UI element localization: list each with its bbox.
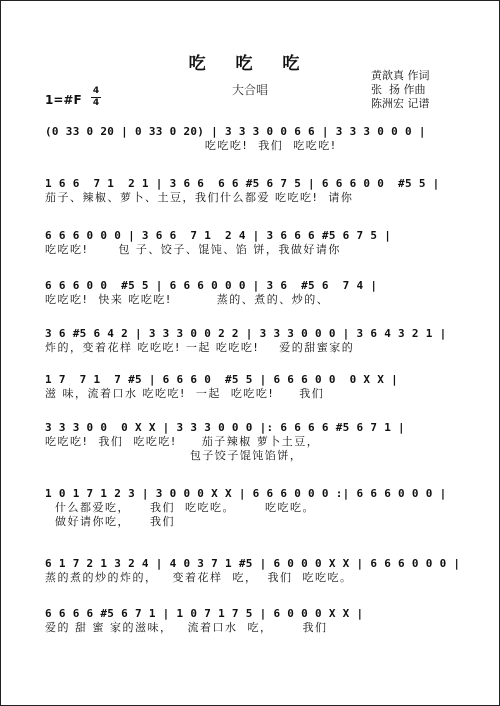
- notation-line: 3 3 3 0 0 0 X X | 3 3 3 0 0 0 |: 6 6 6 6 #5 6 7 1 |: [45, 421, 405, 434]
- lyric-line: 吃吃吃! 我们 吃吃吃!: [45, 139, 337, 152]
- score-system-9: [45, 557, 465, 585]
- credit-lyricist: 黄歆真 作词: [371, 69, 430, 82]
- score-system-3: [45, 229, 465, 257]
- score-system-10: [45, 607, 465, 635]
- lyric-line: 茄子、辣椒、萝卜、土豆，我们什么都爱 吃吃吃! 请你: [45, 191, 354, 204]
- lyric-line: 什么都爱吃， 我们 吃吃吃。 吃吃吃。: [45, 501, 315, 514]
- meter-bottom: 4: [92, 98, 100, 108]
- song-subtitle: 大合唱: [231, 83, 268, 97]
- lyric-line-verse-2: 做好请你吃， 我们: [45, 515, 175, 528]
- lyric-line: 炸的，变着花样 吃吃吃! 一起 吃吃吃! 爱的甜蜜家的: [45, 341, 355, 354]
- notation-line: (0 33 0 20 | 0 33 0 20) | 3 3 3 0 0 6 6 | 3 3 3 0 0 0 |: [45, 125, 426, 138]
- notation-line: 6 6 6 0 0 #5 5 | 6 6 6 0 0 0 | 3 6 #5 6 7 4 |: [45, 279, 378, 292]
- lyric-line: 吃吃吃! 快来 吃吃吃! 蒸的、煮的、炒的、: [45, 293, 330, 306]
- notation-line: 1 6 6 7 1 2 1 | 3 6 6 6 6 #5 6 7 5 | 6 6 6 0 0 #5 5 |: [45, 177, 440, 190]
- credits: [371, 69, 430, 111]
- credit-composer: 张 扬 作曲: [371, 83, 426, 96]
- notation-line: 6 6 6 6 #5 6 7 1 | 1 0 7 1 7 5 | 6 0 0 0 X X |: [45, 607, 364, 620]
- credit-transcriber: 陈洲宏 记谱: [371, 97, 430, 110]
- lyric-line: 爱的 甜 蜜 家的滋味， 流着口水 吃， 我们: [45, 621, 328, 634]
- notation-line: 1 0 1 7 1 2 3 | 3 0 0 0 X X | 6 6 6 0 0 0 :| 6 6 6 0 0 0 |: [45, 487, 447, 500]
- score-system-1: [45, 125, 465, 153]
- score-system-2: [45, 177, 465, 205]
- lyric-line: 吃吃吃! 我们 吃吃吃! 茄子辣椒 萝卜土豆，: [45, 435, 320, 448]
- lyric-line-verse-2: 包子饺子馄饨馅饼，: [45, 449, 303, 462]
- notation-line: 6 6 6 0 0 0 | 3 6 6 7 1 2 4 | 3 6 6 6 #5 6 7 5 |: [45, 229, 392, 242]
- time-signature: [91, 87, 101, 108]
- lyric-line: 滋 味，流着口水 吃吃吃! 一起 吃吃吃! 我们: [45, 387, 325, 400]
- score-system-5: [45, 327, 465, 355]
- score-system-7: [45, 421, 465, 463]
- key-signature: 1=#F: [45, 93, 82, 107]
- score-system-8: [45, 487, 465, 529]
- notation-line: 3 6 #5 6 4 2 | 3 3 3 0 0 2 2 | 3 3 3 0 0 0 | 3 6 4 3 2 1 |: [45, 327, 447, 340]
- lyric-line: 蒸的煮的炒的炸的， 变着花样 吃， 我们 吃吃吃。: [45, 571, 353, 584]
- notation-line: 6 1 7 2 1 3 2 4 | 4 0 3 7 1 #5 | 6 0 0 0 X X | 6 6 6 0 0 0 |: [45, 557, 461, 570]
- song-title: 吃 吃 吃: [188, 54, 312, 74]
- score-system-6: [45, 373, 465, 401]
- notation-line: 1 7 7 1 7 #5 | 6 6 6 0 #5 5 | 6 6 6 0 0 0 X X |: [45, 373, 399, 386]
- lyric-line: 吃吃吃! 包 子、饺子、馄饨、馅 饼，我做好请你: [45, 243, 341, 256]
- meter-top: 4: [92, 86, 100, 96]
- score-system-4: [45, 279, 465, 307]
